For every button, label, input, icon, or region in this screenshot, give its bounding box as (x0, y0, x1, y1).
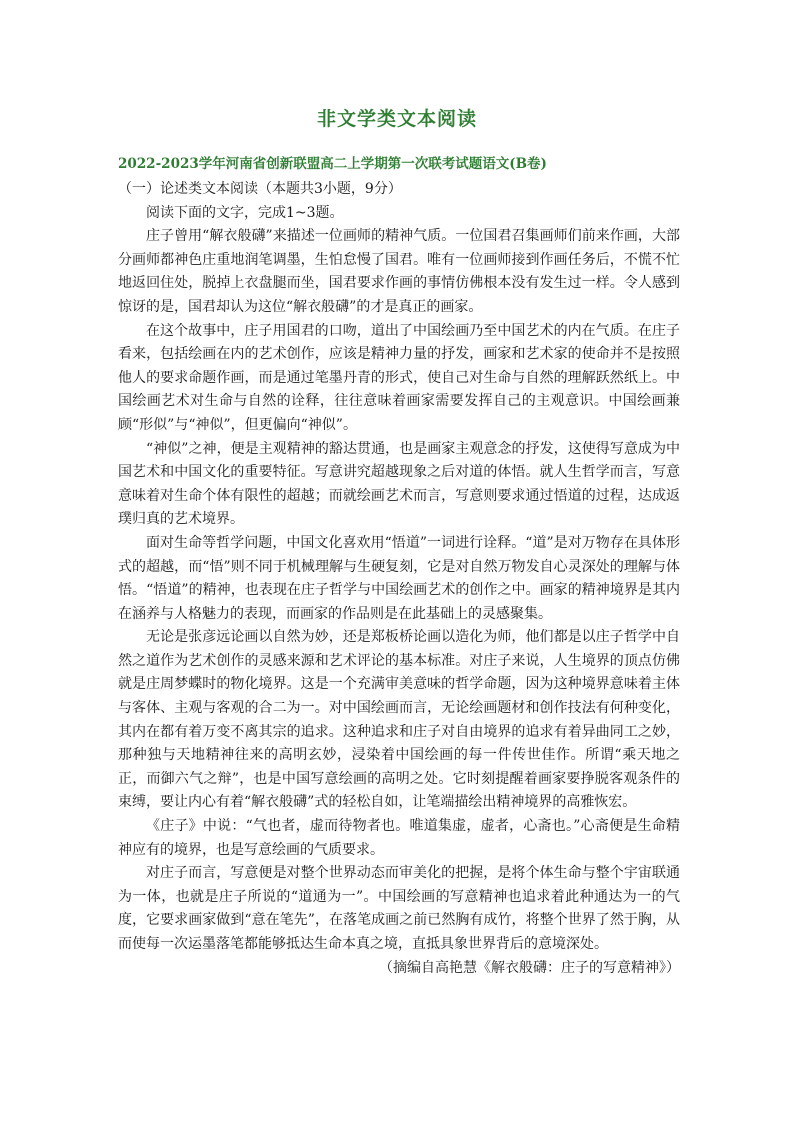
paragraph: 面对生命等哲学问题，中国文化喜欢用“悟道”一词进行诠释。“道”是对万物存在具体形式的超越，而“悟”则不同于机械理解与生硬复刻，它是对自然万物发自心灵深处的理解与体悟。“悟道”的精神，也表现在庄子哲学与中国绘画艺术的创作之中。画家的精神境界是其内在涵养与人格魅力的表现，而画家的作品则是在此基础上的灵感聚集。 (118, 534, 680, 622)
exam-title: 2022-2023学年河南省创新联盟高二上学期第一次联考试题语文(B卷) (118, 156, 547, 172)
instruction-text: 阅读下面的文字，完成1~3题。 (146, 204, 344, 221)
paragraph: 《庄子》中说：“气也者，虚而待物者也。唯道集虚，虚者，心斋也。”心斋便是生命精神应有的境界，也是写意绘画的气质要求。 (118, 818, 680, 858)
paragraph: 庄子曾用“解衣般礴”来描述一位画师的精神气质。一位国君召集画师们前来作画，大部分画师都神色庄重地润笔调墨，生怕怠慢了国君。唯有一位画师接到作画任务后，不慌不忙地返回住处，脱掉上衣盘腿而坐，国君要求作画的事情仿佛根本没有发生过一样。令人感到惊讶的是，国君却认为这位“解衣般礴”的才是真正的画家。 (118, 228, 680, 315)
paragraph: 无论是张彦远论画以自然为妙，还是郑板桥论画以造化为师，他们都是以庄子哲学中自然之道作为艺术创作的灵感来源和艺术评论的基本标准。对庄子来说，人生境界的顶点仿佛就是庄周梦蝶时的物化境界。这是一个充满审美意味的哲学命题，因为这种境界意味着主体与客体、主观与客观的合二为一。对中国绘画而言，无论绘画题材和创作技法有何种变化，其内在都有着万变不离其宗的追求。这种追求和庄子对自由境界的追求有着异曲同工之妙，那种独与天地精神往来的高明玄妙，浸染着中国绘画的每一件传世佳作。所谓“乘天地之正，而御六气之辩”，也是中国写意绘画的高明之处。它时刻提醒着画家要挣脱客观条件的束缚，要让内心有着“解衣般礴”式的轻松自如，让笔端描绘出精神境界的高雅恢宏。 (118, 629, 680, 811)
paragraph: 在这个故事中，庄子用国君的口吻，道出了中国绘画乃至中国艺术的内在气质。在庄子看来，包括绘画在内的艺术创作，应该是精神力量的抒发，画家和艺术家的使命并不是按照他人的要求命题作画，而是通过笔墨丹青的形式，使自己对生命与自然的理解跃然纸上。中国绘画艺术对生命与自然的诠释，往往意味着画家需要发挥自己的主观意识。中国绘画兼顾“形似”与“神似”，但更偏向“神似”。 (118, 322, 680, 433)
article-body (118, 178, 680, 980)
source-citation: （摘编自高艳慧《解衣般礴：庄子的写意精神》） (379, 959, 680, 976)
paragraph: 对庄子而言，写意便是对整个世界动态而审美化的把握，是将个体生命与整个宇宙联通为一体，也就是庄子所说的“道通为一”。中国绘画的写意精神也追求着此种通达为一的气度，它要求画家做到“意在笔先”，在落笔成画之前已然胸有成竹，将整个世界了然于胸，从而使每一次运墨落笔都能够抵达生命本真之境，直抵具象世界背后的意境深处。 (118, 865, 680, 952)
page-title: 非文学类文本阅读 (316, 108, 477, 130)
paragraph: “神似”之神，便是主观精神的豁达贯通，也是画家主观意念的抒发，这使得写意成为中国艺术和中国文化的重要特征。写意讲究超越现象之后对道的体悟。就人生哲学而言，写意意味着对生命个体有限性的超越；而就绘画艺术而言，写意则要求通过悟道的过程，达成返璞归真的艺术境界。 (118, 440, 680, 528)
section-header: （一）论述类文本阅读（本题共3小题，9分） (118, 181, 402, 197)
